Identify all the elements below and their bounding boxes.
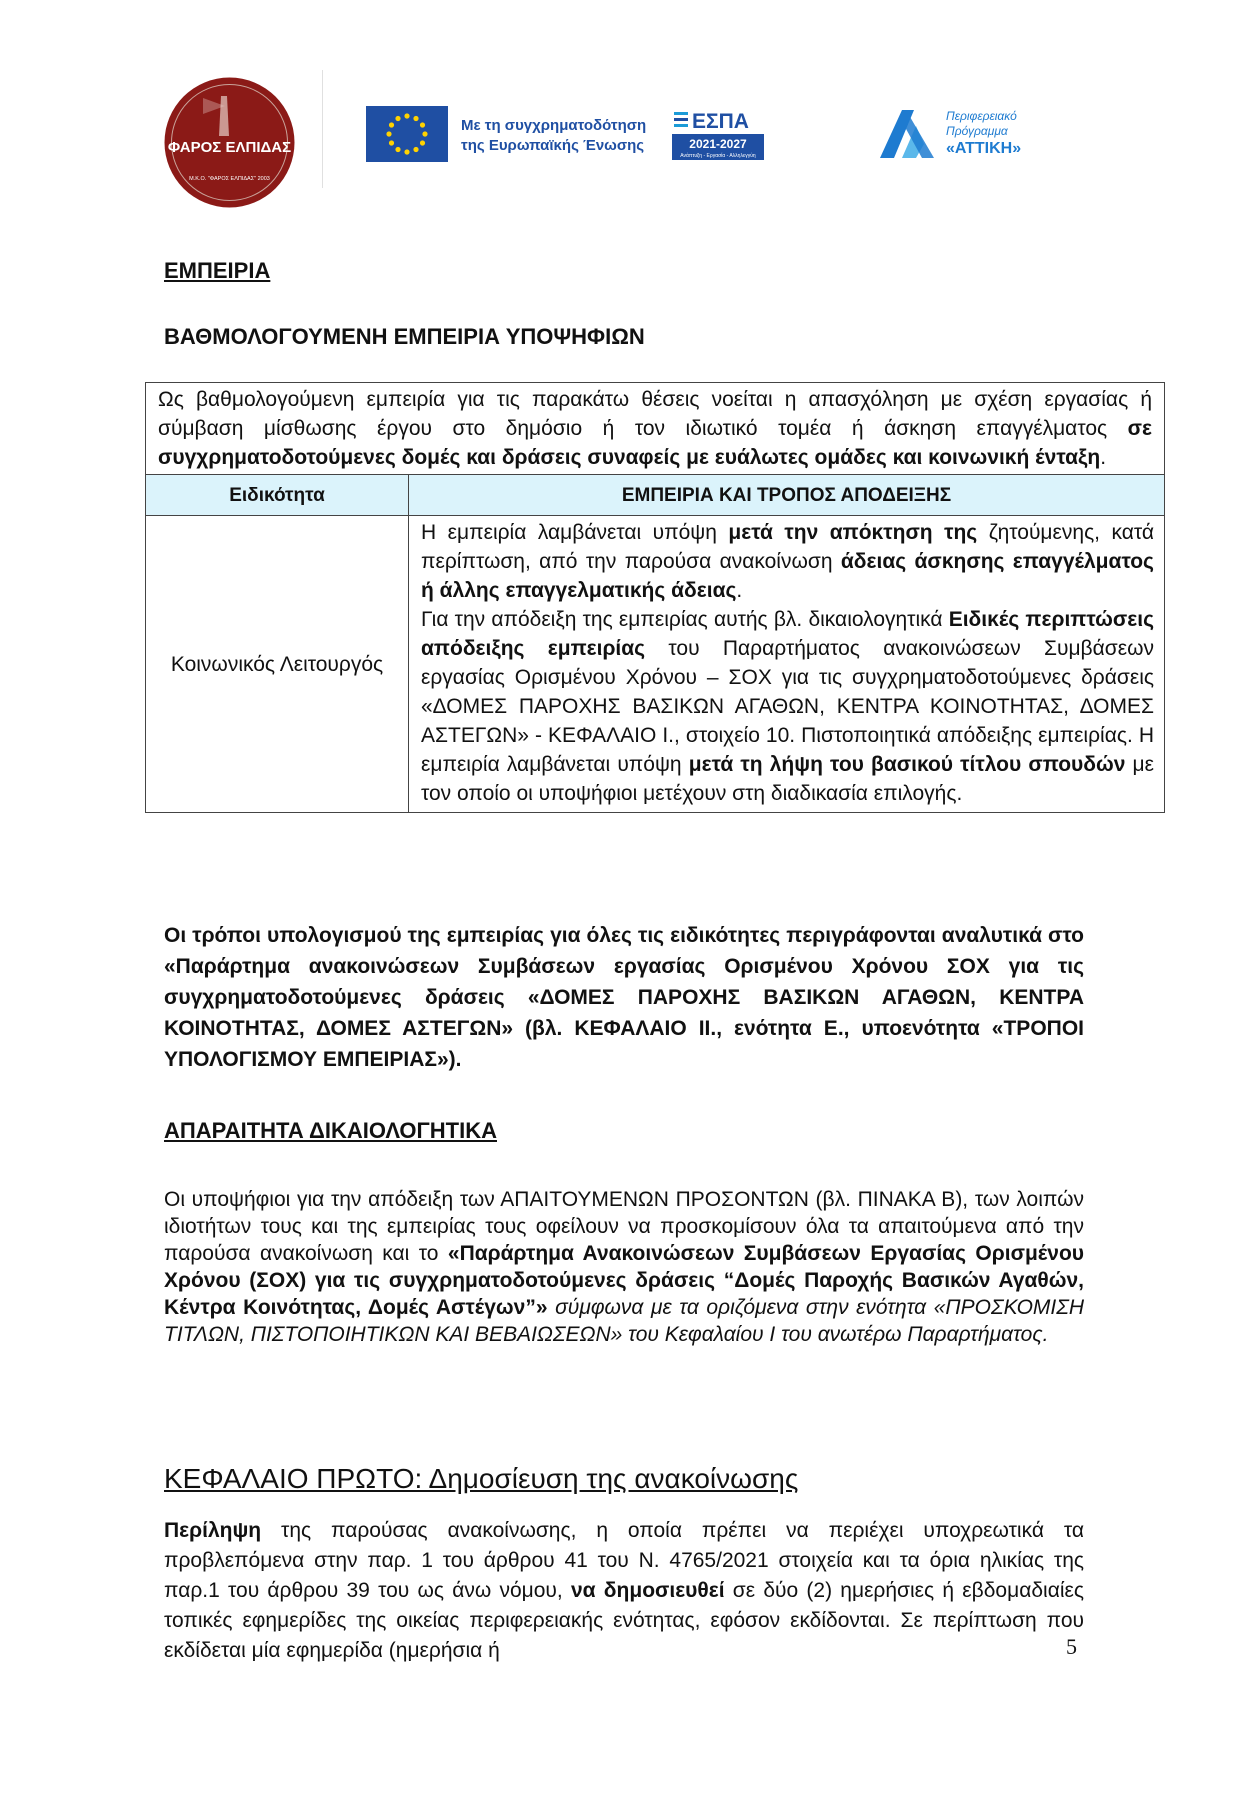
summary-text-1: της παρούσας ανακοίνωσης, η οποία πρέπει να περιέχει υποχρεωτικά τα προβλεπόμενα στην παρ. 1 του άρθρου 41 του Ν. 4765/2021 στοιχεία και τα όρια ηλικίας της παρ.1 του άρθρου 39 του ως άνω νόμου,: [164, 1519, 1084, 1602]
row-description-cell: [409, 516, 1165, 813]
table-header-row: [146, 475, 1165, 516]
header-divider: [322, 70, 323, 188]
faros-logo-text: ΦΑΡΟΣ ΕΛΠΙΔΑΣ: [167, 139, 292, 156]
desc-text-5: του Παραρτήματος ανακοινώσεων Συμβάσεων εργασίας Ορισμένου Χρόνου – ΣΟΧ για τις συγχρηματοδοτούμενες δράσεις «ΔΟΜΕΣ ΠΑΡΟΧΗΣ ΒΑΣΙΚΩΝ ΑΓΑΘΩΝ, ΚΕΝΤΡΑ ΚΟΙΝΟΤΗΤΑΣ, ΔΟΜΕΣ ΑΣΤΕΓΩΝ» - ΚΕΦΑΛΑΙΟ Ι., στοιχείο 10. Πιστοποιητικά απόδειξης εμπειρίας. Η εμπειρία λαμβάνεται υπόψη: [421, 637, 1155, 776]
docs-text-2: σύμφωνα με τα οριζόμενα στην ενότητα «ΠΡΟΣΚΟΜΙΣΗ ΤΙΤΛΩΝ, ΠΙΣΤΟΠΟΙΗΤΙΚΩΝ ΚΑΙ ΒΕΒΑΙΩΣΕΩΝ» του Κεφαλαίου Ι του ανωτέρω Παραρτήματος.: [164, 1296, 1084, 1346]
experience-heading: ΕΜΠΕΙΡΙΑ: [164, 258, 271, 283]
intro-end: .: [1100, 446, 1107, 469]
summary-text-2: σε δύο (2) ημερήσιες ή εβδομαδιαίες τοπικές εφημερίδες της οικείας περιφερειακής ενότητας, εφόσον εκδίδονται. Σε περίπτωση που εκδίδεται μία εφημερίδα (ημερήσια ή: [164, 1579, 1084, 1662]
desc-bold-2: άδειας άσκησης επαγγέλματος ή άλλης επαγγελματικής άδειας: [421, 550, 1154, 602]
required-documents-paragraph: [164, 1186, 1084, 1348]
table-row: [146, 516, 1165, 813]
docs-text-1: Οι υποψήφιοι για την απόδειξη των ΑΠΑΙΤΟΥΜΕΝΩΝ ΠΡΟΣΟΝΤΩΝ (βλ. ΠΙΝΑΚΑ Β), των λοιπών ιδιοτήτων τους και της εμπειρίας τους οφείλουν να προσκομίσουν όλα τα απαιτούμενα από την παρούσα ανακοίνωση και το: [164, 1188, 1084, 1265]
col-experience-header: ΕΜΠΕΙΡΙΑ ΚΑΙ ΤΡΟΠΟΣ ΑΠΟΔΕΙΞΗΣ: [409, 475, 1165, 516]
desc-text-1: Η εμπειρία λαμβάνεται υπόψη: [421, 521, 729, 544]
desc-bold-1: μετά την απόκτηση της: [728, 521, 978, 544]
desc-bold-3: Ειδικές περιπτώσεις απόδειξης εμπειρίας: [421, 608, 1154, 660]
eu-text-line1: Με τη συγχρηματοδότηση: [461, 117, 647, 134]
chapter-prefix: ΚΕΦΑΛΑΙΟ ΠΡΩΤΟ:: [164, 1463, 429, 1494]
intro-normal: Ως βαθμολογούμενη εμπειρία για τις παρακάτω θέσεις νοείται η απασχόληση με σχέση εργασίας ή σύμβαση μίσθωσης έργου στο δημόσιο ή τον ιδιωτικό τομέα ή άσκηση επαγγέλματος: [158, 388, 1152, 440]
col-specialty-header: Ειδικότητα: [146, 475, 409, 516]
summary-paragraph: [164, 1516, 1084, 1666]
espa-tagline: Ανάπτυξη - Εργασία - Αλληλεγγύη: [680, 153, 756, 159]
row-specialty-cell: Κοινωνικός Λειτουργός: [146, 516, 409, 813]
attiki-line3: «ΑΤΤΙΚΗ»: [946, 140, 1022, 157]
espa-title: ΕΣΠΑ: [692, 110, 749, 133]
attiki-line1: Περιφερειακό: [946, 109, 1017, 123]
desc-bold-4: μετά τη λήψη του βασικού τίτλου σπουδών: [688, 753, 1126, 776]
attiki-program-logo: [876, 104, 1036, 164]
table-intro-cell: [146, 383, 1165, 475]
summary-bold-1: Περίληψη: [164, 1519, 262, 1542]
eu-text-line2: της Ευρωπαϊκής Ένωσης: [461, 137, 645, 154]
table-intro-row: [146, 383, 1165, 475]
required-documents-heading: ΑΠΑΡΑΙΤΗΤΑ ΔΙΚΑΙΟΛΟΓΗΤΙΚΑ: [164, 1118, 497, 1143]
experience-table: [145, 382, 1165, 813]
faros-logo-subtext: Μ.Κ.Ο. "ΦΑΡΟΣ ΕΛΠΙΔΑΣ" 2003: [189, 176, 270, 182]
chapter-title: Δημοσίευση της ανακοίνωσης: [428, 1463, 799, 1494]
docs-bold: «Παράρτημα Ανακοινώσεων Συμβάσεων Εργασίας Ορισμένου Χρόνου (ΣΟΧ) για τις συγχρηματοδοτούμενες δράσεις “Δομές Παροχής Βασικών Αγαθών, Κέντρα Κοινότητας, Δομές Αστέγων”»: [164, 1242, 1085, 1319]
scored-experience-heading: ΒΑΘΜΟΛΟΓΟΥΜΕΝΗ ΕΜΠΕΙΡΙΑ ΥΠΟΨΗΦΙΩΝ: [164, 324, 645, 349]
experience-calc-paragraph: Οι τρόποι υπολογισμού της εμπειρίας για όλες τις ειδικότητες περιγράφονται αναλυτικά στο «Παράρτημα ανακοινώσεων Συμβάσεων εργασίας Ορισμένου Χρόνου ΣΟΧ για τις συγχρηματοδοτούμενες δράσεις «ΔΟΜΕΣ ΠΑΡΟΧΗΣ ΒΑΣΙΚΩΝ ΑΓΑΘΩΝ, ΚΕΝΤΡΑ ΚΟΙΝΟΤΗΤΑΣ, ΔΟΜΕΣ ΑΣΤΕΓΩΝ» (βλ. ΚΕΦΑΛΑΙΟ ΙΙ., ενότητα Ε., υποενότητα «ΤΡΟΠΟΙ ΥΠΟΛΟΓΙΣΜΟΥ ΕΜΠΕΙΡΙΑΣ»).: [164, 924, 1084, 1071]
eu-cofunding-logo: [366, 106, 662, 162]
summary-bold-2: να δημοσιευθεί: [570, 1579, 725, 1602]
espa-logo: [672, 108, 764, 160]
faros-elpidas-logo: [163, 76, 296, 209]
attiki-line2: Πρόγραμμα: [946, 124, 1008, 138]
desc-text-2: ζητούμενης, κατά περίπτωση, από την παρούσα ανακοίνωση: [421, 521, 1155, 573]
page-number: 5: [1066, 1634, 1077, 1659]
espa-years: 2021-2027: [689, 137, 747, 151]
desc-text-6: με τον οποίο οι υποψήφιοι μετέχουν στη διαδικασία επιλογής.: [421, 753, 1155, 805]
desc-text-3: .: [736, 579, 743, 602]
desc-text-4: Για την απόδειξη της εμπειρίας αυτής βλ. δικαιολογητικά: [421, 608, 949, 631]
chapter-heading: [164, 1463, 798, 1495]
intro-bold: σε συγχρηματοδοτούμενες δομές και δράσεις συναφείς με ευάλωτες ομάδες και κοινωνική ένταξη: [158, 417, 1152, 469]
